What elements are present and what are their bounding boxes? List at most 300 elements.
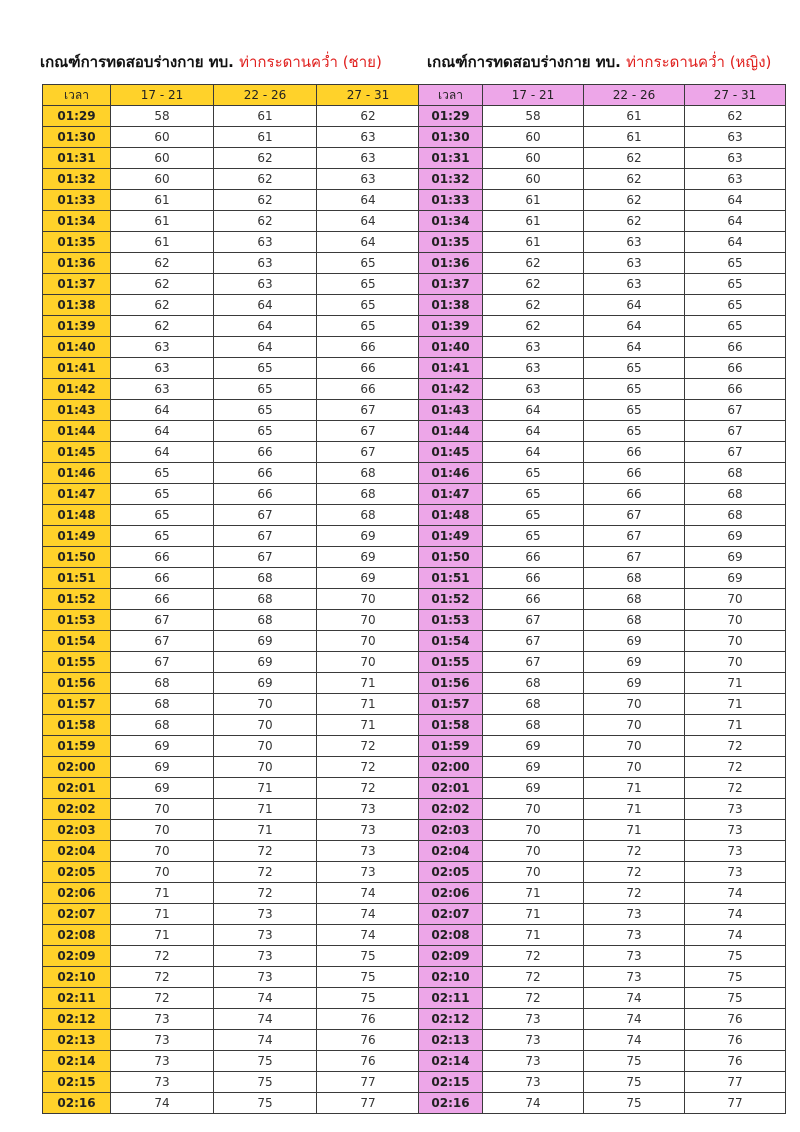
time-cell: 02:04 (419, 841, 483, 862)
score-cell: 62 (111, 253, 214, 274)
table-row (43, 358, 420, 379)
table-row (419, 799, 786, 820)
score-cell: 70 (685, 652, 786, 673)
score-cell: 68 (584, 610, 685, 631)
score-cell: 72 (584, 841, 685, 862)
score-cell: 74 (584, 1009, 685, 1030)
score-cell: 76 (685, 1051, 786, 1072)
score-cell: 61 (111, 190, 214, 211)
table-row (43, 904, 420, 925)
score-cell: 67 (111, 652, 214, 673)
score-cell: 71 (214, 820, 317, 841)
score-cell: 64 (214, 337, 317, 358)
score-cell: 65 (584, 400, 685, 421)
time-cell: 01:49 (419, 526, 483, 547)
time-cell: 02:16 (419, 1093, 483, 1114)
score-cell: 69 (584, 631, 685, 652)
score-cell: 73 (111, 1030, 214, 1051)
score-cell: 62 (685, 106, 786, 127)
score-cell: 68 (214, 568, 317, 589)
score-cell: 74 (584, 988, 685, 1009)
score-cell: 68 (483, 694, 584, 715)
time-cell: 01:54 (43, 631, 111, 652)
score-cell: 71 (111, 883, 214, 904)
time-cell: 02:00 (419, 757, 483, 778)
time-cell: 01:37 (43, 274, 111, 295)
score-cell: 69 (317, 547, 420, 568)
table-row (43, 736, 420, 757)
score-cell: 73 (317, 862, 420, 883)
time-cell: 02:12 (419, 1009, 483, 1030)
score-cell: 70 (111, 841, 214, 862)
table-row (43, 169, 420, 190)
score-cell: 62 (483, 274, 584, 295)
score-cell: 73 (685, 820, 786, 841)
table-row (43, 505, 420, 526)
score-cell: 64 (214, 295, 317, 316)
table-row (43, 127, 420, 148)
score-cell: 73 (584, 946, 685, 967)
time-cell: 02:07 (419, 904, 483, 925)
time-cell: 02:06 (43, 883, 111, 904)
score-cell: 64 (584, 316, 685, 337)
table-row (419, 568, 786, 589)
score-cell: 72 (111, 967, 214, 988)
table-row (43, 652, 420, 673)
table-row (419, 337, 786, 358)
score-cell: 67 (214, 547, 317, 568)
score-cell: 68 (483, 715, 584, 736)
time-cell: 01:38 (419, 295, 483, 316)
score-cell: 70 (685, 589, 786, 610)
score-cell: 62 (214, 211, 317, 232)
score-cell: 71 (317, 694, 420, 715)
score-cell: 71 (685, 715, 786, 736)
score-cell: 69 (685, 547, 786, 568)
table-row (419, 463, 786, 484)
score-cell: 76 (317, 1009, 420, 1030)
score-cell: 63 (214, 253, 317, 274)
score-cell: 58 (483, 106, 584, 127)
table-row (419, 946, 786, 967)
score-cell: 68 (317, 484, 420, 505)
score-cell: 61 (214, 127, 317, 148)
time-cell: 02:16 (43, 1093, 111, 1114)
score-cell: 66 (214, 442, 317, 463)
score-cell: 75 (214, 1093, 317, 1114)
time-cell: 01:56 (43, 673, 111, 694)
score-cell: 64 (483, 442, 584, 463)
time-cell: 01:57 (43, 694, 111, 715)
time-cell: 01:41 (43, 358, 111, 379)
score-cell: 72 (685, 736, 786, 757)
time-cell: 01:40 (43, 337, 111, 358)
score-cell: 69 (214, 673, 317, 694)
score-cell: 72 (483, 946, 584, 967)
score-cell: 63 (214, 232, 317, 253)
time-cell: 02:03 (43, 820, 111, 841)
score-cell: 60 (111, 127, 214, 148)
table-row (419, 526, 786, 547)
score-cell: 71 (317, 715, 420, 736)
table-row (419, 505, 786, 526)
score-cell: 67 (111, 631, 214, 652)
score-cell: 68 (214, 610, 317, 631)
table-row (419, 610, 786, 631)
time-cell: 02:09 (419, 946, 483, 967)
score-cell: 68 (317, 463, 420, 484)
score-cell: 73 (584, 904, 685, 925)
score-cell: 64 (111, 442, 214, 463)
score-cell: 66 (584, 463, 685, 484)
table-row (43, 526, 420, 547)
score-cell: 74 (111, 1093, 214, 1114)
score-cell: 64 (317, 232, 420, 253)
table-row (419, 883, 786, 904)
table-row (419, 694, 786, 715)
score-cell: 69 (685, 526, 786, 547)
score-cell: 76 (317, 1051, 420, 1072)
time-cell: 01:51 (419, 568, 483, 589)
score-cell: 61 (214, 106, 317, 127)
table-row (419, 484, 786, 505)
score-cell: 68 (584, 589, 685, 610)
score-cell: 61 (483, 211, 584, 232)
score-cell: 68 (317, 505, 420, 526)
time-cell: 01:58 (43, 715, 111, 736)
time-cell: 02:08 (43, 925, 111, 946)
table-row (43, 379, 420, 400)
score-cell: 67 (214, 505, 317, 526)
table-row (419, 253, 786, 274)
table-row (419, 715, 786, 736)
time-cell: 01:55 (419, 652, 483, 673)
score-cell: 62 (214, 148, 317, 169)
time-cell: 01:52 (419, 589, 483, 610)
score-cell: 73 (214, 925, 317, 946)
table-row (43, 1093, 420, 1114)
table-row (419, 358, 786, 379)
score-cell: 75 (685, 988, 786, 1009)
score-cell: 65 (584, 421, 685, 442)
score-cell: 64 (685, 232, 786, 253)
score-cell: 63 (317, 127, 420, 148)
table-row (419, 673, 786, 694)
time-cell: 01:30 (43, 127, 111, 148)
score-cell: 61 (584, 127, 685, 148)
table-row (419, 400, 786, 421)
table-row (43, 673, 420, 694)
score-cell: 74 (483, 1093, 584, 1114)
header-age-17-21: 17 - 21 (111, 85, 214, 106)
score-cell: 72 (584, 862, 685, 883)
score-cell: 65 (483, 505, 584, 526)
score-cell: 62 (111, 274, 214, 295)
score-cell: 69 (214, 652, 317, 673)
header-age-22-26: 22 - 26 (214, 85, 317, 106)
table-row (43, 883, 420, 904)
table-row (43, 946, 420, 967)
table-row (419, 379, 786, 400)
score-cell: 63 (483, 358, 584, 379)
score-cell: 73 (317, 799, 420, 820)
score-cell: 68 (483, 673, 584, 694)
score-cell: 67 (483, 610, 584, 631)
score-cell: 63 (584, 274, 685, 295)
time-cell: 01:39 (43, 316, 111, 337)
score-cell: 70 (685, 631, 786, 652)
time-cell: 01:59 (43, 736, 111, 757)
score-cell: 68 (685, 463, 786, 484)
table-row (43, 610, 420, 631)
female-score-table (418, 84, 786, 1114)
score-cell: 68 (685, 505, 786, 526)
table-row (419, 421, 786, 442)
time-cell: 01:38 (43, 295, 111, 316)
score-cell: 72 (685, 757, 786, 778)
score-cell: 73 (111, 1009, 214, 1030)
score-cell: 64 (111, 421, 214, 442)
score-cell: 73 (685, 862, 786, 883)
score-cell: 73 (111, 1051, 214, 1072)
score-cell: 67 (584, 547, 685, 568)
score-cell: 64 (214, 316, 317, 337)
table-row (43, 694, 420, 715)
table-row (419, 778, 786, 799)
score-cell: 75 (317, 988, 420, 1009)
score-cell: 67 (685, 421, 786, 442)
table-row (419, 274, 786, 295)
score-cell: 75 (317, 967, 420, 988)
header-age-27-31: 27 - 31 (685, 85, 786, 106)
score-cell: 71 (483, 904, 584, 925)
time-cell: 01:36 (43, 253, 111, 274)
score-cell: 74 (214, 1009, 317, 1030)
time-cell: 01:53 (43, 610, 111, 631)
time-cell: 02:12 (43, 1009, 111, 1030)
score-cell: 63 (111, 358, 214, 379)
time-cell: 01:41 (419, 358, 483, 379)
score-cell: 67 (111, 610, 214, 631)
score-cell: 68 (584, 568, 685, 589)
score-cell: 76 (317, 1030, 420, 1051)
score-cell: 63 (317, 169, 420, 190)
score-cell: 72 (214, 841, 317, 862)
score-cell: 70 (584, 694, 685, 715)
score-cell: 67 (685, 442, 786, 463)
table-row (43, 715, 420, 736)
score-cell: 70 (317, 652, 420, 673)
score-cell: 69 (685, 568, 786, 589)
table-row (419, 736, 786, 757)
score-cell: 70 (584, 715, 685, 736)
score-cell: 66 (111, 547, 214, 568)
time-cell: 01:39 (419, 316, 483, 337)
score-cell: 68 (111, 694, 214, 715)
table-row (43, 274, 420, 295)
score-cell: 72 (111, 988, 214, 1009)
score-cell: 65 (584, 358, 685, 379)
table-row (419, 820, 786, 841)
score-cell: 67 (317, 442, 420, 463)
score-cell: 62 (584, 190, 685, 211)
score-cell: 66 (584, 442, 685, 463)
score-cell: 75 (317, 946, 420, 967)
score-cell: 66 (685, 358, 786, 379)
score-cell: 70 (111, 820, 214, 841)
table-row (419, 211, 786, 232)
score-cell: 66 (483, 568, 584, 589)
score-cell: 67 (317, 400, 420, 421)
time-cell: 02:15 (419, 1072, 483, 1093)
score-cell: 71 (685, 673, 786, 694)
time-cell: 01:53 (419, 610, 483, 631)
table-row (419, 925, 786, 946)
table-row (419, 127, 786, 148)
time-cell: 02:13 (419, 1030, 483, 1051)
score-cell: 69 (317, 526, 420, 547)
score-cell: 67 (685, 400, 786, 421)
score-cell: 71 (584, 799, 685, 820)
score-cell: 65 (317, 253, 420, 274)
score-cell: 69 (111, 778, 214, 799)
table-row (419, 232, 786, 253)
table-row (43, 988, 420, 1009)
score-cell: 63 (483, 379, 584, 400)
table-row (43, 484, 420, 505)
score-cell: 61 (111, 232, 214, 253)
score-cell: 65 (685, 253, 786, 274)
table-row (419, 1072, 786, 1093)
score-cell: 73 (584, 967, 685, 988)
score-cell: 75 (214, 1051, 317, 1072)
score-cell: 74 (584, 1030, 685, 1051)
table-row (419, 589, 786, 610)
score-cell: 67 (483, 652, 584, 673)
table-row (43, 421, 420, 442)
time-cell: 01:46 (419, 463, 483, 484)
time-cell: 01:59 (419, 736, 483, 757)
table-row (43, 442, 420, 463)
score-cell: 63 (685, 148, 786, 169)
time-cell: 01:35 (43, 232, 111, 253)
score-cell: 74 (317, 904, 420, 925)
time-cell: 02:06 (419, 883, 483, 904)
table-row (419, 1030, 786, 1051)
male-header-row (43, 85, 420, 106)
score-cell: 69 (317, 568, 420, 589)
score-cell: 63 (584, 253, 685, 274)
time-cell: 02:04 (43, 841, 111, 862)
score-cell: 62 (214, 190, 317, 211)
score-cell: 71 (685, 694, 786, 715)
time-cell: 02:14 (419, 1051, 483, 1072)
time-cell: 02:01 (419, 778, 483, 799)
table-row (43, 862, 420, 883)
score-cell: 66 (317, 379, 420, 400)
table-row (43, 463, 420, 484)
table-row (43, 232, 420, 253)
score-cell: 73 (685, 841, 786, 862)
score-cell: 65 (685, 274, 786, 295)
table-row (419, 169, 786, 190)
score-cell: 65 (214, 379, 317, 400)
score-cell: 72 (317, 757, 420, 778)
score-cell: 62 (111, 295, 214, 316)
table-row (43, 778, 420, 799)
female-header-row (419, 85, 786, 106)
score-cell: 71 (214, 778, 317, 799)
score-cell: 73 (214, 967, 317, 988)
score-cell: 77 (685, 1093, 786, 1114)
score-cell: 65 (317, 316, 420, 337)
table-row (43, 1072, 420, 1093)
score-cell: 60 (483, 148, 584, 169)
score-cell: 70 (483, 799, 584, 820)
table-row (43, 820, 420, 841)
score-cell: 63 (111, 379, 214, 400)
score-cell: 66 (317, 337, 420, 358)
time-cell: 01:48 (419, 505, 483, 526)
table-row (43, 106, 420, 127)
score-cell: 64 (483, 421, 584, 442)
time-cell: 02:00 (43, 757, 111, 778)
time-cell: 02:14 (43, 1051, 111, 1072)
time-cell: 01:43 (43, 400, 111, 421)
time-cell: 01:32 (43, 169, 111, 190)
score-cell: 70 (111, 799, 214, 820)
header-time: เวลา (419, 85, 483, 106)
time-cell: 01:33 (419, 190, 483, 211)
score-cell: 66 (111, 568, 214, 589)
score-cell: 73 (483, 1009, 584, 1030)
table-row (419, 547, 786, 568)
score-cell: 76 (685, 1009, 786, 1030)
score-cell: 64 (317, 190, 420, 211)
score-cell: 73 (483, 1072, 584, 1093)
score-cell: 61 (483, 232, 584, 253)
score-cell: 65 (584, 379, 685, 400)
table-row (43, 148, 420, 169)
score-cell: 64 (111, 400, 214, 421)
score-cell: 73 (317, 841, 420, 862)
score-cell: 72 (317, 778, 420, 799)
table-row (419, 631, 786, 652)
score-cell: 67 (214, 526, 317, 547)
table-row (43, 337, 420, 358)
score-cell: 64 (584, 337, 685, 358)
time-cell: 01:37 (419, 274, 483, 295)
score-cell: 66 (111, 589, 214, 610)
time-cell: 01:51 (43, 568, 111, 589)
time-cell: 02:15 (43, 1072, 111, 1093)
score-cell: 62 (584, 211, 685, 232)
time-cell: 01:49 (43, 526, 111, 547)
female-table-body (419, 106, 786, 1114)
table-row (43, 631, 420, 652)
score-cell: 65 (483, 463, 584, 484)
score-cell: 65 (214, 421, 317, 442)
table-row (419, 967, 786, 988)
score-cell: 67 (584, 505, 685, 526)
score-cell: 68 (685, 484, 786, 505)
time-cell: 01:57 (419, 694, 483, 715)
score-cell: 60 (483, 169, 584, 190)
table-row (419, 862, 786, 883)
table-row (43, 400, 420, 421)
time-cell: 01:46 (43, 463, 111, 484)
score-cell: 70 (214, 715, 317, 736)
